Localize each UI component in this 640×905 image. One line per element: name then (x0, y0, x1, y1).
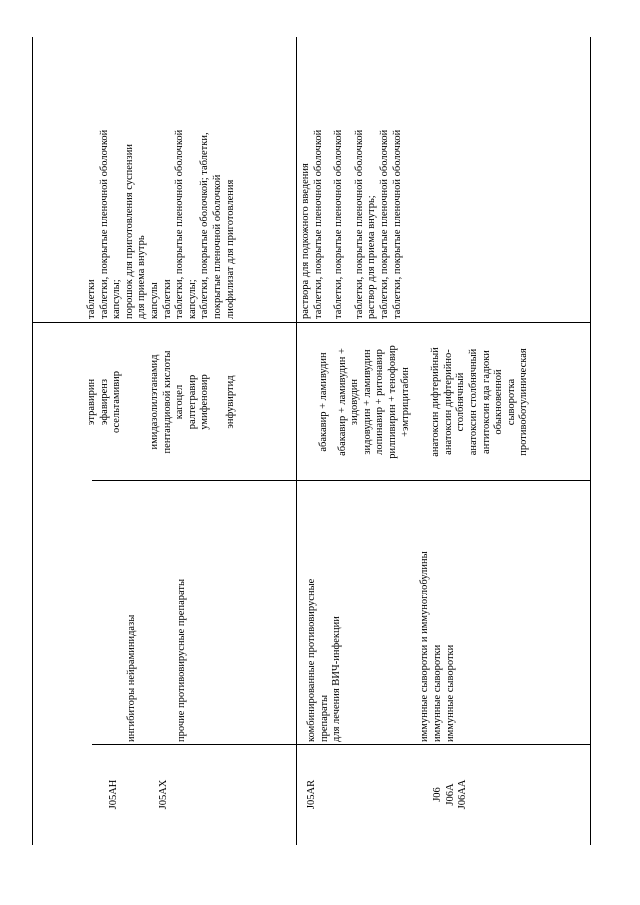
pharmacological-group: прочие противовирусные препараты (176, 578, 188, 742)
pharmacological-group: иммунные сыворотки (444, 644, 456, 742)
section-1-drugs (86, 327, 237, 477)
atc-code: J05AX (158, 779, 170, 810)
dosage-form: таблетки, покрытые пленочной оболочкой (174, 129, 186, 319)
section-1-codes (108, 746, 171, 843)
drug-name: анатоксин дифтерийный (430, 347, 442, 457)
drug-name: зидовудин + ламивудин (361, 349, 373, 455)
atc-code: J06A (444, 783, 456, 806)
drug-name: абакавир + ламивудин + (336, 348, 348, 456)
column-divider-code (92, 744, 590, 745)
dosage-form: таблетки, покрытые пленочной оболочкой (353, 129, 365, 319)
table-top-rule (32, 37, 33, 845)
dosage-form: таблетки, покрытые пленочной оболочкой (378, 129, 390, 319)
pharmacological-group: иммунные сыворотки (431, 644, 443, 742)
dosage-form: таблетки, покрытые пленочной оболочкой (312, 129, 324, 319)
pharmacological-group: иммунные сыворотки и иммуноглобулины (419, 551, 431, 742)
pharmacological-group: препараты (318, 694, 330, 742)
dosage-form: порошок для приготовления суспензии (123, 144, 135, 319)
drug-name: антитоксин яда гадюки (480, 350, 492, 454)
column-divider-drug (32, 322, 590, 323)
pharmacological-group: для лечения ВИЧ-инфекции (331, 616, 343, 742)
drug-name: столбнячный (455, 372, 467, 432)
pharmacological-group: ингибиторы нейраминидазы (126, 614, 137, 742)
section-1-forms (86, 37, 237, 319)
pharmacological-group: комбинированные противовирусные (306, 578, 317, 742)
section-2-drugs (318, 327, 531, 477)
drug-name: абакавир + ламивудин (318, 352, 329, 452)
drug-name: обыкновенной (493, 369, 505, 435)
dosage-form: таблетки (86, 279, 97, 319)
drug-name: пентандиовой кислоты (161, 350, 173, 454)
dosage-form: капсулы (148, 282, 160, 319)
atc-code: J05AR (306, 779, 317, 810)
drug-name: осельтамивир (111, 370, 123, 434)
drug-name: умифеновир (199, 374, 211, 430)
drug-name: имидазолилэтанамид (148, 354, 160, 450)
dosage-form: таблетки (161, 279, 173, 319)
drug-name: кагоцел (174, 384, 186, 420)
drug-name: зидовудин (349, 378, 361, 426)
dosage-form: покрытые пленочной оболочкой (211, 174, 223, 319)
atc-code: J06AA (457, 779, 469, 810)
section-1-groups (126, 487, 189, 742)
drug-name: эфавиренз (98, 378, 110, 426)
dosage-form: раствора для подкожного введения (300, 163, 311, 319)
dosage-form: капсулы; (186, 279, 198, 319)
section-2-groups (306, 487, 457, 742)
atc-code: J05AH (108, 779, 119, 810)
drug-name: лопинавир + ритонавир (374, 349, 386, 455)
dosage-form: таблетки, покрытые оболочкой; таблетки, (199, 132, 211, 319)
table-bottom-rule (590, 37, 591, 845)
drug-name: энфувиртид (224, 375, 236, 429)
drug-name: +эмтрицитабин (399, 367, 411, 437)
drug-name: этравирин (86, 378, 97, 426)
dosage-form: таблетки, покрытые пленочной оболочкой (98, 129, 110, 319)
dosage-form: для приема внутрь (136, 235, 148, 319)
drug-name: анатоксин дифтерийно- (442, 349, 454, 455)
dosage-form: капсулы; (111, 279, 123, 319)
dosage-form: раствор для приема внутрь; (366, 195, 378, 319)
drug-name: ралтегравир (186, 374, 198, 430)
dosage-form: лиофилизат для приготовления (224, 179, 236, 319)
dosage-form: таблетки, покрытые пленочной оболочкой (333, 129, 345, 319)
atc-code: J06 (431, 787, 443, 802)
drug-name: анатоксин столбнячный (467, 348, 479, 456)
drug-name: рилпивирин + тенофовир (386, 345, 398, 459)
drug-name: противоботулиническая (518, 348, 530, 456)
drug-name: сыворотка (505, 378, 517, 426)
section-divider-rule (296, 37, 297, 845)
dosage-form: таблетки, покрытые пленочной оболочкой (391, 129, 403, 319)
section-2-codes (306, 746, 470, 843)
column-divider-group (92, 480, 590, 481)
section-2-forms (300, 37, 404, 319)
